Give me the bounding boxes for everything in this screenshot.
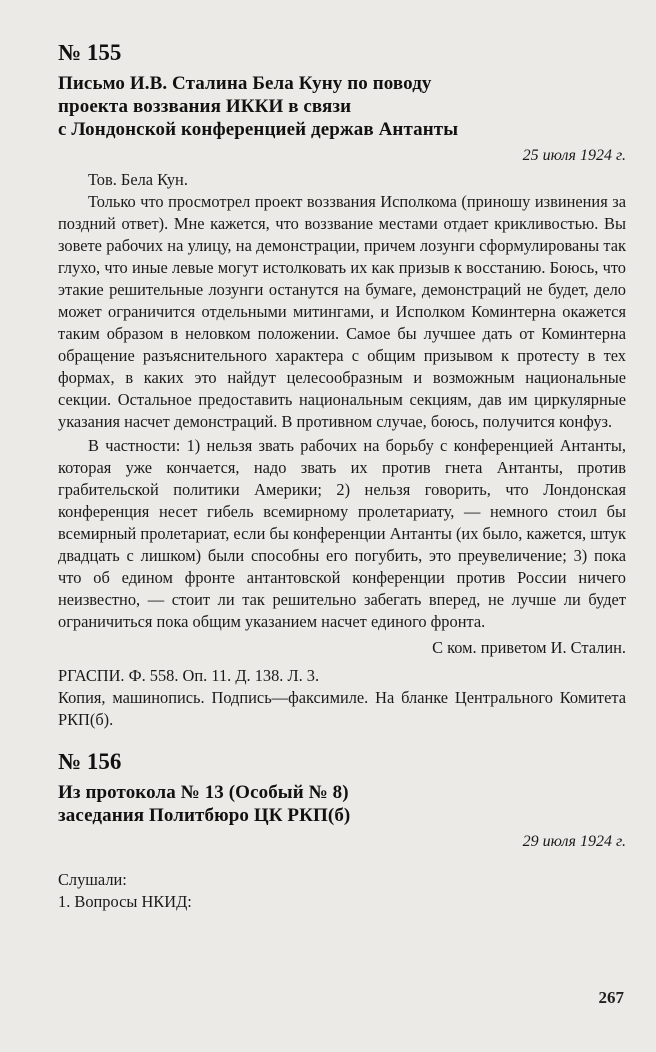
- document-156-title-line: Из протокола № 13 (Особый № 8): [58, 782, 349, 803]
- archive-reference: РГАСПИ. Ф. 558. Оп. 11. Д. 138. Л. 3.: [58, 666, 320, 685]
- letter-salutation: Тов. Бела Кун.: [88, 170, 188, 189]
- protocol-agenda-item: 1. Вопросы НКИД:: [58, 892, 192, 911]
- document-155-title-line: проекта воззвания ИККИ в связи: [58, 96, 352, 117]
- page-number: 267: [598, 988, 624, 1007]
- document-156-date: 29 июля 1924 г.: [522, 833, 626, 850]
- letter-signature: С ком. приветом И. Сталин.: [432, 638, 626, 657]
- document-155-title-line: с Лондонской конференцией держав Антанты: [58, 119, 459, 140]
- document-155-title: [58, 72, 626, 141]
- document-156-title-line: заседания Политбюро ЦК РКП(б): [58, 805, 351, 826]
- letter-paragraph-1: Только что просмотрел проект воззвания Исполкома (приношу извинения за поздний ответ). Мне кажется, что воззвание местами отдает крикливостью. Вы зовете рабочих на улицу, на демонстрации, причем лозунги сформулированы так глухо, что иные левые могут истолковать их как призыв к восстанию. Боюсь, что этакие решительные лозунги останутся на бумаге, демонстраций не будет, дело может ограничится отдельными митингами, и Исполком Коминтерна окажется таким образом в неловком положении. Самое бы лучшее дать от Коминтерна обращение разъяснительного характера с общим призывом к протесту в тех формах, в каких это найдут целесообразным и возможным национальные секции. Остальное предоставить национальным секциям, дав им циркулярные указания насчет демонстраций. В противном случае, боюсь, получится конфуз.: [58, 192, 626, 431]
- document-156-title: [58, 781, 626, 827]
- document-155-date: 25 июля 1924 г.: [522, 147, 626, 164]
- document-155-title-line: Письмо И.В. Сталина Бела Куну по поводу: [58, 73, 432, 94]
- protocol-heard-label: Слушали:: [58, 870, 127, 889]
- letter-paragraph-2: В частности: 1) нельзя звать рабочих на борьбу с конференцией Антанты, которая уже кончается, надо звать их против гнета Антанты, против грабительской политики Америки; 2) нельзя говорить, что Лондонская конференция несет гибель всемирному пролетариату, — немного стоил бы всемирный пролетариат, если бы конференции Антанты (их было, кажется, штук двадцать с лишком) были способны его погубить, это преувеличение; 3) пока что об едином фронте антантовской конференции против России ничего неизвестно, — стоит ли так решительно забегать вперед, не лучше ли будет ограничиться пока общим указанием насчет единого фронта.: [58, 436, 626, 631]
- document-156-number: № 156: [58, 749, 122, 774]
- copy-note: Копия, машинопись. Подпись—факсимиле. На бланке Центрального Комитета РКП(б).: [58, 688, 626, 729]
- document-155-number: № 155: [58, 40, 122, 65]
